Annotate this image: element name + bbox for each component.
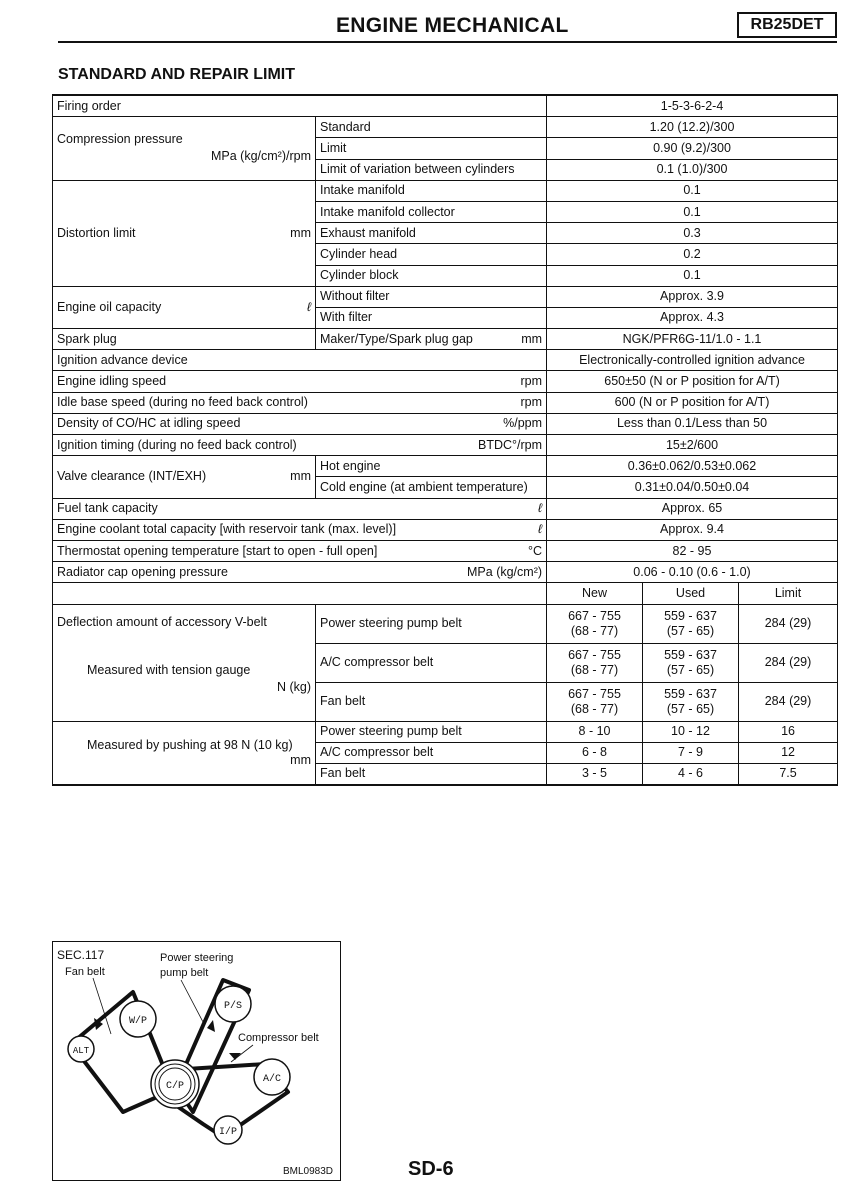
row-value: 0.1 (1.0)/300: [547, 159, 838, 180]
row-unit: MPa (kg/cm²)/rpm: [211, 149, 311, 164]
push-limit: 16: [739, 721, 838, 742]
belt-diagram-svg: [53, 942, 340, 1180]
row-label: Density of CO/HC at idling speed: [57, 416, 241, 431]
push-new: 3 - 5: [547, 763, 643, 785]
row-label: Ignition advance device: [53, 350, 547, 371]
push-new: 8 - 10: [547, 721, 643, 742]
radiator-cell: [53, 562, 547, 583]
diagram-code: BML0983D: [282, 1166, 333, 1177]
push-used: 4 - 6: [643, 763, 739, 785]
pulley-label: ALT: [72, 1046, 90, 1056]
distortion-label-cell: [53, 180, 316, 286]
coolant-cell: [53, 519, 547, 540]
pulley-label: W/P: [128, 1016, 148, 1027]
push-used: 7 - 9: [643, 742, 739, 763]
push-limit: 12: [739, 742, 838, 763]
row-value: 0.2: [547, 244, 838, 265]
belt-used-n: 559 - 637: [664, 686, 717, 701]
row-label: Fuel tank capacity: [57, 501, 158, 516]
fuel-cell: [53, 498, 547, 519]
row-label: Ignition timing (during no feed back control): [57, 437, 297, 452]
diagram-sec-label: SEC.117: [57, 948, 105, 962]
diagram-ps-label-2: pump belt: [160, 967, 209, 979]
row-item: With filter: [316, 307, 547, 328]
row-value: 0.1: [547, 180, 838, 201]
row-value: 82 - 95: [547, 540, 838, 561]
row-item: Hot engine: [316, 456, 547, 477]
row-label: Spark plug: [53, 329, 316, 350]
table-row: [53, 180, 838, 201]
spark-item-cell: [316, 329, 547, 350]
row-value: NGK/PFR6G-11/1.0 - 1.1: [547, 329, 838, 350]
spec-table: [52, 94, 838, 786]
table-row: [53, 413, 838, 434]
belt-new-kg: (68 - 77): [570, 623, 619, 638]
row-value: 0.31±0.04/0.50±0.04: [547, 477, 838, 498]
belt-new-n: 667 - 755: [568, 608, 621, 623]
table-row: [53, 583, 838, 604]
row-item: Power steering pump belt: [316, 721, 547, 742]
row-item: Power steering pump belt: [316, 604, 547, 643]
col-header-limit: Limit: [739, 583, 838, 604]
table-row: [53, 329, 838, 350]
belt-new-n: 667 - 755: [568, 647, 621, 662]
engine-code-badge: RB25DET: [737, 12, 837, 38]
row-value: Approx. 65: [547, 498, 838, 519]
row-value: 0.06 - 0.10 (0.6 - 1.0): [547, 562, 838, 583]
belt-new-cell: [547, 643, 643, 682]
col-header-new: New: [547, 583, 643, 604]
row-label: Thermostat opening temperature [start to open - full open]: [57, 543, 378, 558]
row-value: Approx. 4.3: [547, 307, 838, 328]
row-value: Approx. 3.9: [547, 286, 838, 307]
row-unit: rpm: [520, 395, 543, 410]
row-unit: %/ppm: [503, 416, 543, 431]
push-label: Measured by pushing at 98 N (10 kg): [87, 737, 293, 752]
page-number: SD-6: [408, 1158, 454, 1180]
table-row: [53, 540, 838, 561]
row-item: Cylinder head: [316, 244, 547, 265]
belt-limit: 284 (29): [739, 682, 838, 721]
co-hc-cell: [53, 413, 547, 434]
row-value: 600 (N or P position for A/T): [547, 392, 838, 413]
row-value: 0.3: [547, 223, 838, 244]
row-label: Radiator cap opening pressure: [57, 564, 228, 579]
row-item: Limit of variation between cylinders: [316, 159, 547, 180]
push-unit: mm: [290, 752, 311, 767]
belt-used-kg: (57 - 65): [666, 623, 715, 638]
table-row: [53, 435, 838, 456]
table-row: [53, 371, 838, 392]
inspection-arrow-icon: [229, 1053, 241, 1060]
row-label: Engine coolant total capacity [with reservoir tank (max. level)]: [57, 522, 397, 537]
belt-new-cell: [547, 604, 643, 643]
row-item: A/C compressor belt: [316, 643, 547, 682]
diagram-compressor-label: Compressor belt: [238, 1032, 319, 1044]
row-item: Limit: [316, 138, 547, 159]
row-label: Firing order: [53, 95, 547, 117]
row-unit: BTDC°/rpm: [477, 437, 543, 452]
col-header-used: Used: [643, 583, 739, 604]
row-item: Cylinder block: [316, 265, 547, 286]
row-unit: mm: [290, 225, 311, 240]
table-row: [53, 286, 838, 307]
table-row: [53, 562, 838, 583]
ign-timing-cell: [53, 435, 547, 456]
row-unit: ℓ: [537, 522, 543, 537]
table-row: [53, 721, 838, 742]
push-label-cell: [53, 721, 316, 785]
row-value: 0.36±0.062/0.53±0.062: [547, 456, 838, 477]
row-item: Fan belt: [316, 682, 547, 721]
table-row: [53, 95, 838, 117]
diagram-ps-label-1: Power steering: [160, 952, 234, 964]
row-label: Compression pressure: [57, 132, 183, 147]
valve-label-cell: [53, 456, 316, 498]
pulley-label: C/P: [165, 1081, 185, 1092]
row-value: 1.20 (12.2)/300: [547, 117, 838, 138]
row-value: Approx. 9.4: [547, 519, 838, 540]
row-item: Standard: [316, 117, 547, 138]
row-item: Fan belt: [316, 763, 547, 785]
row-item: Without filter: [316, 286, 547, 307]
belt-new-cell: [547, 682, 643, 721]
table-row: [53, 604, 838, 643]
row-value: 0.90 (9.2)/300: [547, 138, 838, 159]
leader-line: [181, 980, 203, 1022]
pulley-label: I/P: [218, 1127, 238, 1138]
belt-limit: 284 (29): [739, 604, 838, 643]
row-unit: °C: [527, 543, 543, 558]
row-item: Intake manifold: [316, 180, 547, 201]
row-item: Cold engine (at ambient temperature): [316, 477, 547, 498]
belt-diagram: [52, 941, 341, 1181]
push-new: 6 - 8: [547, 742, 643, 763]
gauge-label: Measured with tension gauge: [87, 662, 251, 677]
row-value: 0.1: [547, 265, 838, 286]
row-label: Distortion limit: [57, 225, 136, 240]
push-limit: 7.5: [739, 763, 838, 785]
row-unit: rpm: [520, 374, 543, 389]
oil-label-cell: [53, 286, 316, 328]
section-title: STANDARD AND REPAIR LIMIT: [58, 66, 296, 83]
table-row: [53, 350, 838, 371]
belt-used-kg: (57 - 65): [666, 662, 715, 677]
idle-base-cell: [53, 392, 547, 413]
belt-label: Deflection amount of accessory V-belt: [57, 614, 267, 629]
diagram-fan-belt-label: Fan belt: [65, 966, 105, 978]
thermostat-cell: [53, 540, 547, 561]
belt-used-n: 559 - 637: [664, 608, 717, 623]
row-label: Valve clearance (INT/EXH): [57, 469, 207, 484]
row-label: Engine oil capacity: [57, 299, 162, 314]
empty-cell: [53, 583, 547, 604]
row-unit: mm: [521, 331, 543, 346]
inspection-arrow-icon: [207, 1020, 215, 1032]
belt-limit: 284 (29): [739, 643, 838, 682]
row-item: Exhaust manifold: [316, 223, 547, 244]
page-title: ENGINE MECHANICAL: [336, 14, 569, 37]
row-value: 15±2/600: [547, 435, 838, 456]
table-row: [53, 117, 838, 138]
belt-new-kg: (68 - 77): [570, 701, 619, 716]
table-row: [53, 498, 838, 519]
row-value: 0.1: [547, 201, 838, 222]
pulley-label: P/S: [223, 1001, 243, 1012]
header-rule: [58, 41, 837, 43]
row-value: Electronically-controlled ignition advance: [547, 350, 838, 371]
belt-new-kg: (68 - 77): [570, 662, 619, 677]
belt-used-cell: [643, 643, 739, 682]
belt-used-n: 559 - 637: [664, 647, 717, 662]
pulley-label: A/C: [262, 1074, 282, 1085]
idling-cell: [53, 371, 547, 392]
row-unit: ℓ: [306, 299, 311, 314]
row-unit: MPa (kg/cm²): [467, 564, 543, 579]
row-label: Idle base speed (during no feed back control): [57, 395, 308, 410]
row-item: Intake manifold collector: [316, 201, 547, 222]
belt-used-cell: [643, 682, 739, 721]
gauge-unit: N (kg): [276, 679, 311, 694]
belt-used-cell: [643, 604, 739, 643]
table-row: [53, 519, 838, 540]
row-item: Maker/Type/Spark plug gap: [320, 331, 473, 346]
row-value: 650±50 (N or P position for A/T): [547, 371, 838, 392]
row-value: Less than 0.1/Less than 50: [547, 413, 838, 434]
push-used: 10 - 12: [643, 721, 739, 742]
row-unit: ℓ: [537, 501, 543, 516]
row-label: Engine idling speed: [57, 374, 167, 389]
table-row: [53, 456, 838, 477]
belt-used-kg: (57 - 65): [666, 701, 715, 716]
belt-label-cell: [53, 604, 316, 721]
row-item: A/C compressor belt: [316, 742, 547, 763]
compression-label-cell: [53, 117, 316, 181]
row-value: 1-5-3-6-2-4: [547, 95, 838, 117]
belt-new-n: 667 - 755: [568, 686, 621, 701]
table-row: [53, 392, 838, 413]
row-unit: mm: [290, 469, 311, 484]
